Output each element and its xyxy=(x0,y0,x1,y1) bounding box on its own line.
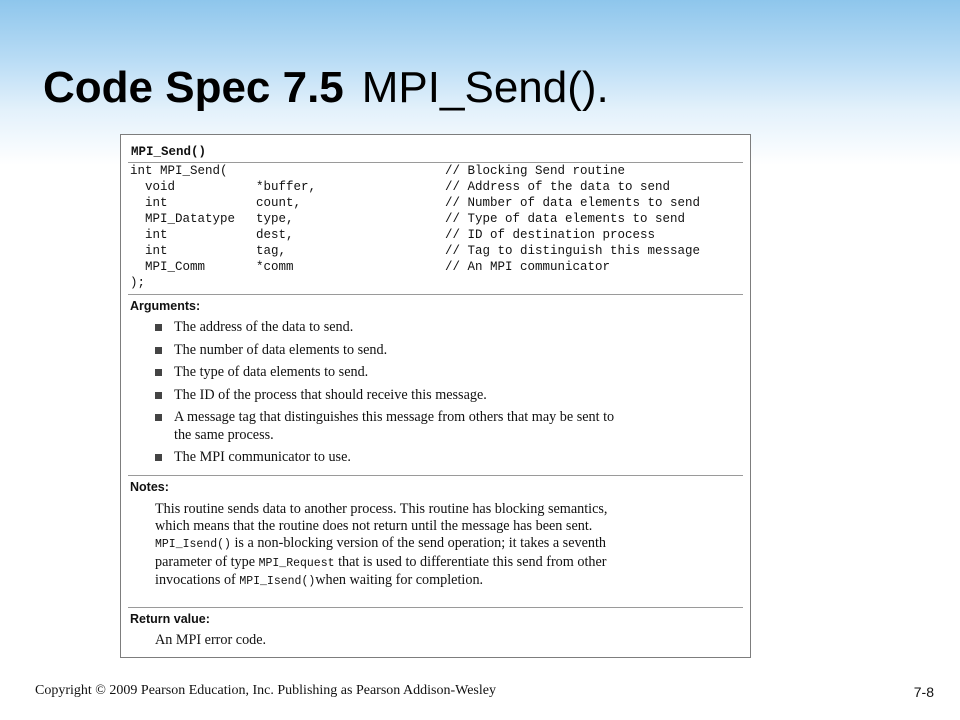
notes-text xyxy=(155,501,625,590)
code-param: *comm xyxy=(256,260,294,274)
code-type: MPI_Datatype xyxy=(130,212,236,226)
footer-copyright: Copyright © 2009 Pearson Education, Inc. Publishing as Pearson Addison-Wesley xyxy=(35,683,496,698)
code-param: *buffer, xyxy=(256,180,317,194)
notes-label: Notes: xyxy=(130,480,169,494)
argument-text: The ID of the process that should receive this message. xyxy=(174,386,487,403)
code-param: dest, xyxy=(256,228,294,242)
argument-text: The MPI communicator to use. xyxy=(174,449,351,465)
code-type: int xyxy=(130,196,168,210)
title-rest: MPI_Send(). xyxy=(361,63,609,112)
arguments-label: Arguments: xyxy=(130,299,201,313)
code-comment: // Type of data elements to send xyxy=(445,212,686,226)
square-bullet-icon xyxy=(155,347,162,354)
list-item xyxy=(155,449,625,467)
argument-text: The number of data elements to send. xyxy=(174,341,388,358)
title-bold: Code Spec 7.5 xyxy=(43,63,344,112)
notes-part-3: that is used to differentiate this send from other invocations of xyxy=(155,553,607,588)
code-comment: // Number of data elements to send xyxy=(445,196,701,210)
code-type: MPI_Comm xyxy=(130,260,206,274)
page-number: 7-8 xyxy=(913,684,934,700)
code-type: ); xyxy=(130,276,146,290)
notes-part-4: when waiting for completion. xyxy=(315,571,484,588)
return-value-text: An MPI error code. xyxy=(155,632,267,648)
list-item xyxy=(155,319,625,337)
code-comment: // An MPI communicator xyxy=(445,260,611,274)
list-item xyxy=(155,364,625,382)
code-param: type, xyxy=(256,212,294,226)
return-value-label: Return value: xyxy=(130,612,210,626)
notes-part-2: is a non-blocking version of the send operation; it takes a seventh parameter of type xyxy=(155,535,607,570)
code-comment: // ID of destination process xyxy=(445,228,656,242)
square-bullet-icon xyxy=(155,369,162,376)
slide-title xyxy=(43,60,609,116)
notes-code-3: MPI_Isend() xyxy=(239,574,316,588)
argument-text: The type of data elements to send. xyxy=(174,364,369,380)
section-divider xyxy=(128,294,743,295)
notes-part-1: This routine sends data to another process. This routine has blocking semantics, which means that the routine does not return until the message has been sent. xyxy=(155,501,608,535)
notes-code-2: MPI_Request xyxy=(258,556,335,570)
code-param: tag, xyxy=(256,244,287,258)
argument-text: The address of the data to send. xyxy=(174,319,354,335)
spec-header: MPI_Send() xyxy=(131,145,207,159)
arguments-list xyxy=(155,319,625,472)
square-bullet-icon xyxy=(155,414,162,421)
notes-code-1: MPI_Isend() xyxy=(155,538,231,552)
list-item xyxy=(155,387,625,405)
square-bullet-icon xyxy=(155,454,162,461)
code-comment: // Tag to distinguish this message xyxy=(445,244,701,258)
code-type: int xyxy=(130,228,168,242)
argument-text: A message tag that distinguishes this message from others that may be sent to the same process. xyxy=(174,409,615,443)
code-type: int xyxy=(130,244,168,258)
section-divider xyxy=(128,475,743,476)
section-divider xyxy=(128,607,743,608)
square-bullet-icon xyxy=(155,392,162,399)
square-bullet-icon xyxy=(155,324,162,331)
code-spec-box xyxy=(120,134,751,658)
list-item xyxy=(155,342,625,360)
code-comment: // Blocking Send routine xyxy=(445,164,626,178)
code-comment: // Address of the data to send xyxy=(445,180,671,194)
code-type: int MPI_Send( xyxy=(130,164,228,178)
code-param: count, xyxy=(256,196,302,210)
code-type: void xyxy=(130,180,176,194)
list-item xyxy=(155,409,625,444)
